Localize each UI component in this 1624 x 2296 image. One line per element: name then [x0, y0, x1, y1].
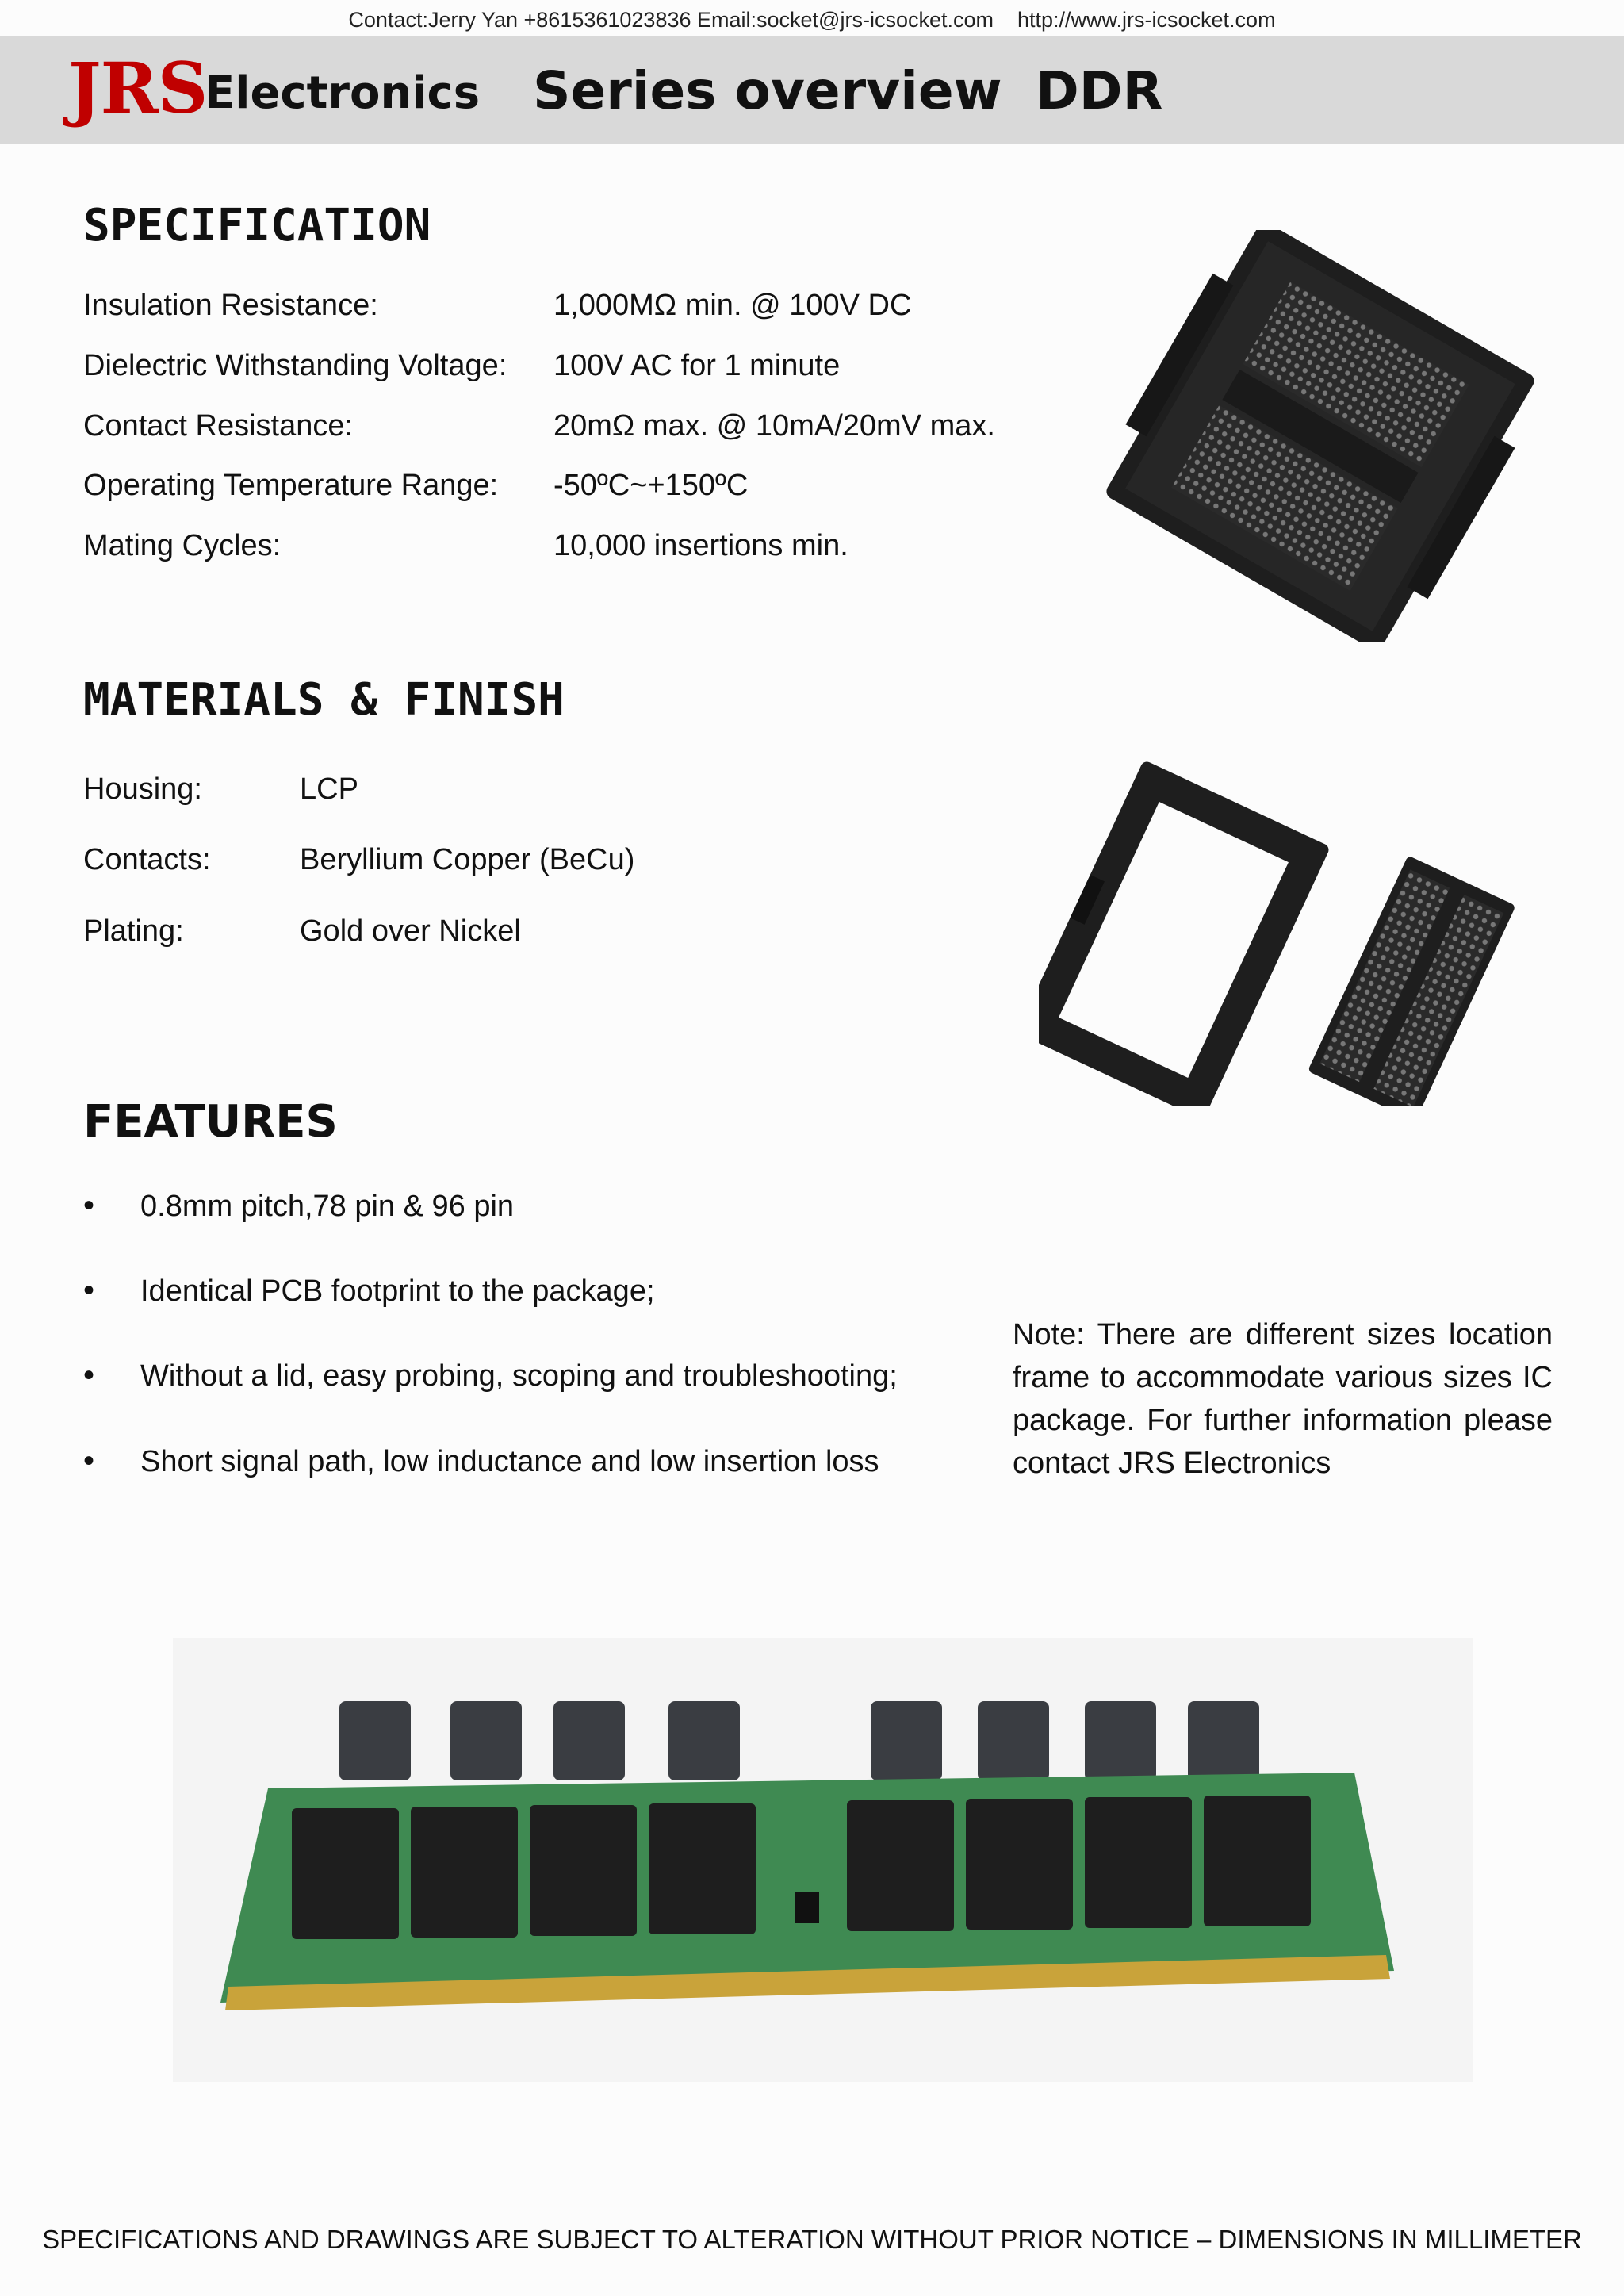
page-title: Series overview [533, 60, 1002, 121]
material-label: Plating: [83, 914, 184, 948]
header-band [0, 36, 1624, 144]
material-label: Contacts: [83, 843, 211, 876]
spec-label: Contact Resistance: [83, 409, 354, 443]
spec-value: 1,000MΩ min. @ 100V DC [553, 289, 912, 322]
material-label: Housing: [83, 772, 202, 806]
feature-text: 0.8mm pitch,78 pin & 96 pin [140, 1190, 515, 1223]
spec-label: Mating Cycles: [83, 529, 282, 562]
materials-heading: MATERIALS & FINISH [83, 674, 565, 726]
company-name: Electronics [205, 67, 481, 119]
socket-exploded-image [1039, 757, 1530, 1106]
spec-label: Dielectric Withstanding Voltage: [83, 349, 508, 382]
memory-module-image [173, 1638, 1473, 2082]
spec-value: 100V AC for 1 minute [553, 349, 841, 382]
specification-heading: SPECIFICATION [83, 200, 431, 251]
footer-disclaimer: SPECIFICATIONS AND DRAWINGS ARE SUBJECT TO ALTERATION WITHOUT PRIOR NOTICE – DIMENSIONS IN MILLIMETER [42, 2225, 1582, 2254]
material-value: Beryllium Copper (BeCu) [300, 843, 635, 876]
contact-line: Contact:Jerry Yan +8615361023836 Email:socket@jrs-icsocket.com http://www.jrs-icsocket.com [348, 8, 1276, 32]
feature-text: Identical PCB footprint to the package; [140, 1274, 655, 1308]
spec-label: Operating Temperature Range: [83, 469, 499, 502]
bullet: • [83, 1358, 95, 1393]
spec-value: 10,000 insertions min. [553, 529, 848, 562]
bullet: • [83, 1188, 95, 1223]
series-name: DDR [1036, 60, 1163, 121]
bullet: • [83, 1443, 95, 1478]
bullet: • [83, 1273, 95, 1308]
note-text: Note: There are different sizes location frame to accommodate various sizes IC package. For further information please contact JRS Electronics [1013, 1318, 1553, 1480]
material-value: LCP [300, 772, 358, 806]
spec-value: -50ºC~+150ºC [553, 469, 749, 502]
spec-value: 20mΩ max. @ 10mA/20mV max. [553, 409, 995, 443]
company-logo: JRS [68, 47, 208, 129]
material-value: Gold over Nickel [300, 914, 521, 948]
features-heading: FEATURES [83, 1096, 338, 1148]
spec-label: Insulation Resistance: [83, 289, 378, 322]
socket-assembled-image [1098, 230, 1542, 642]
feature-text: Without a lid, easy probing, scoping and troubleshooting; [140, 1359, 898, 1393]
feature-text: Short signal path, low inductance and low insertion loss [140, 1445, 879, 1478]
